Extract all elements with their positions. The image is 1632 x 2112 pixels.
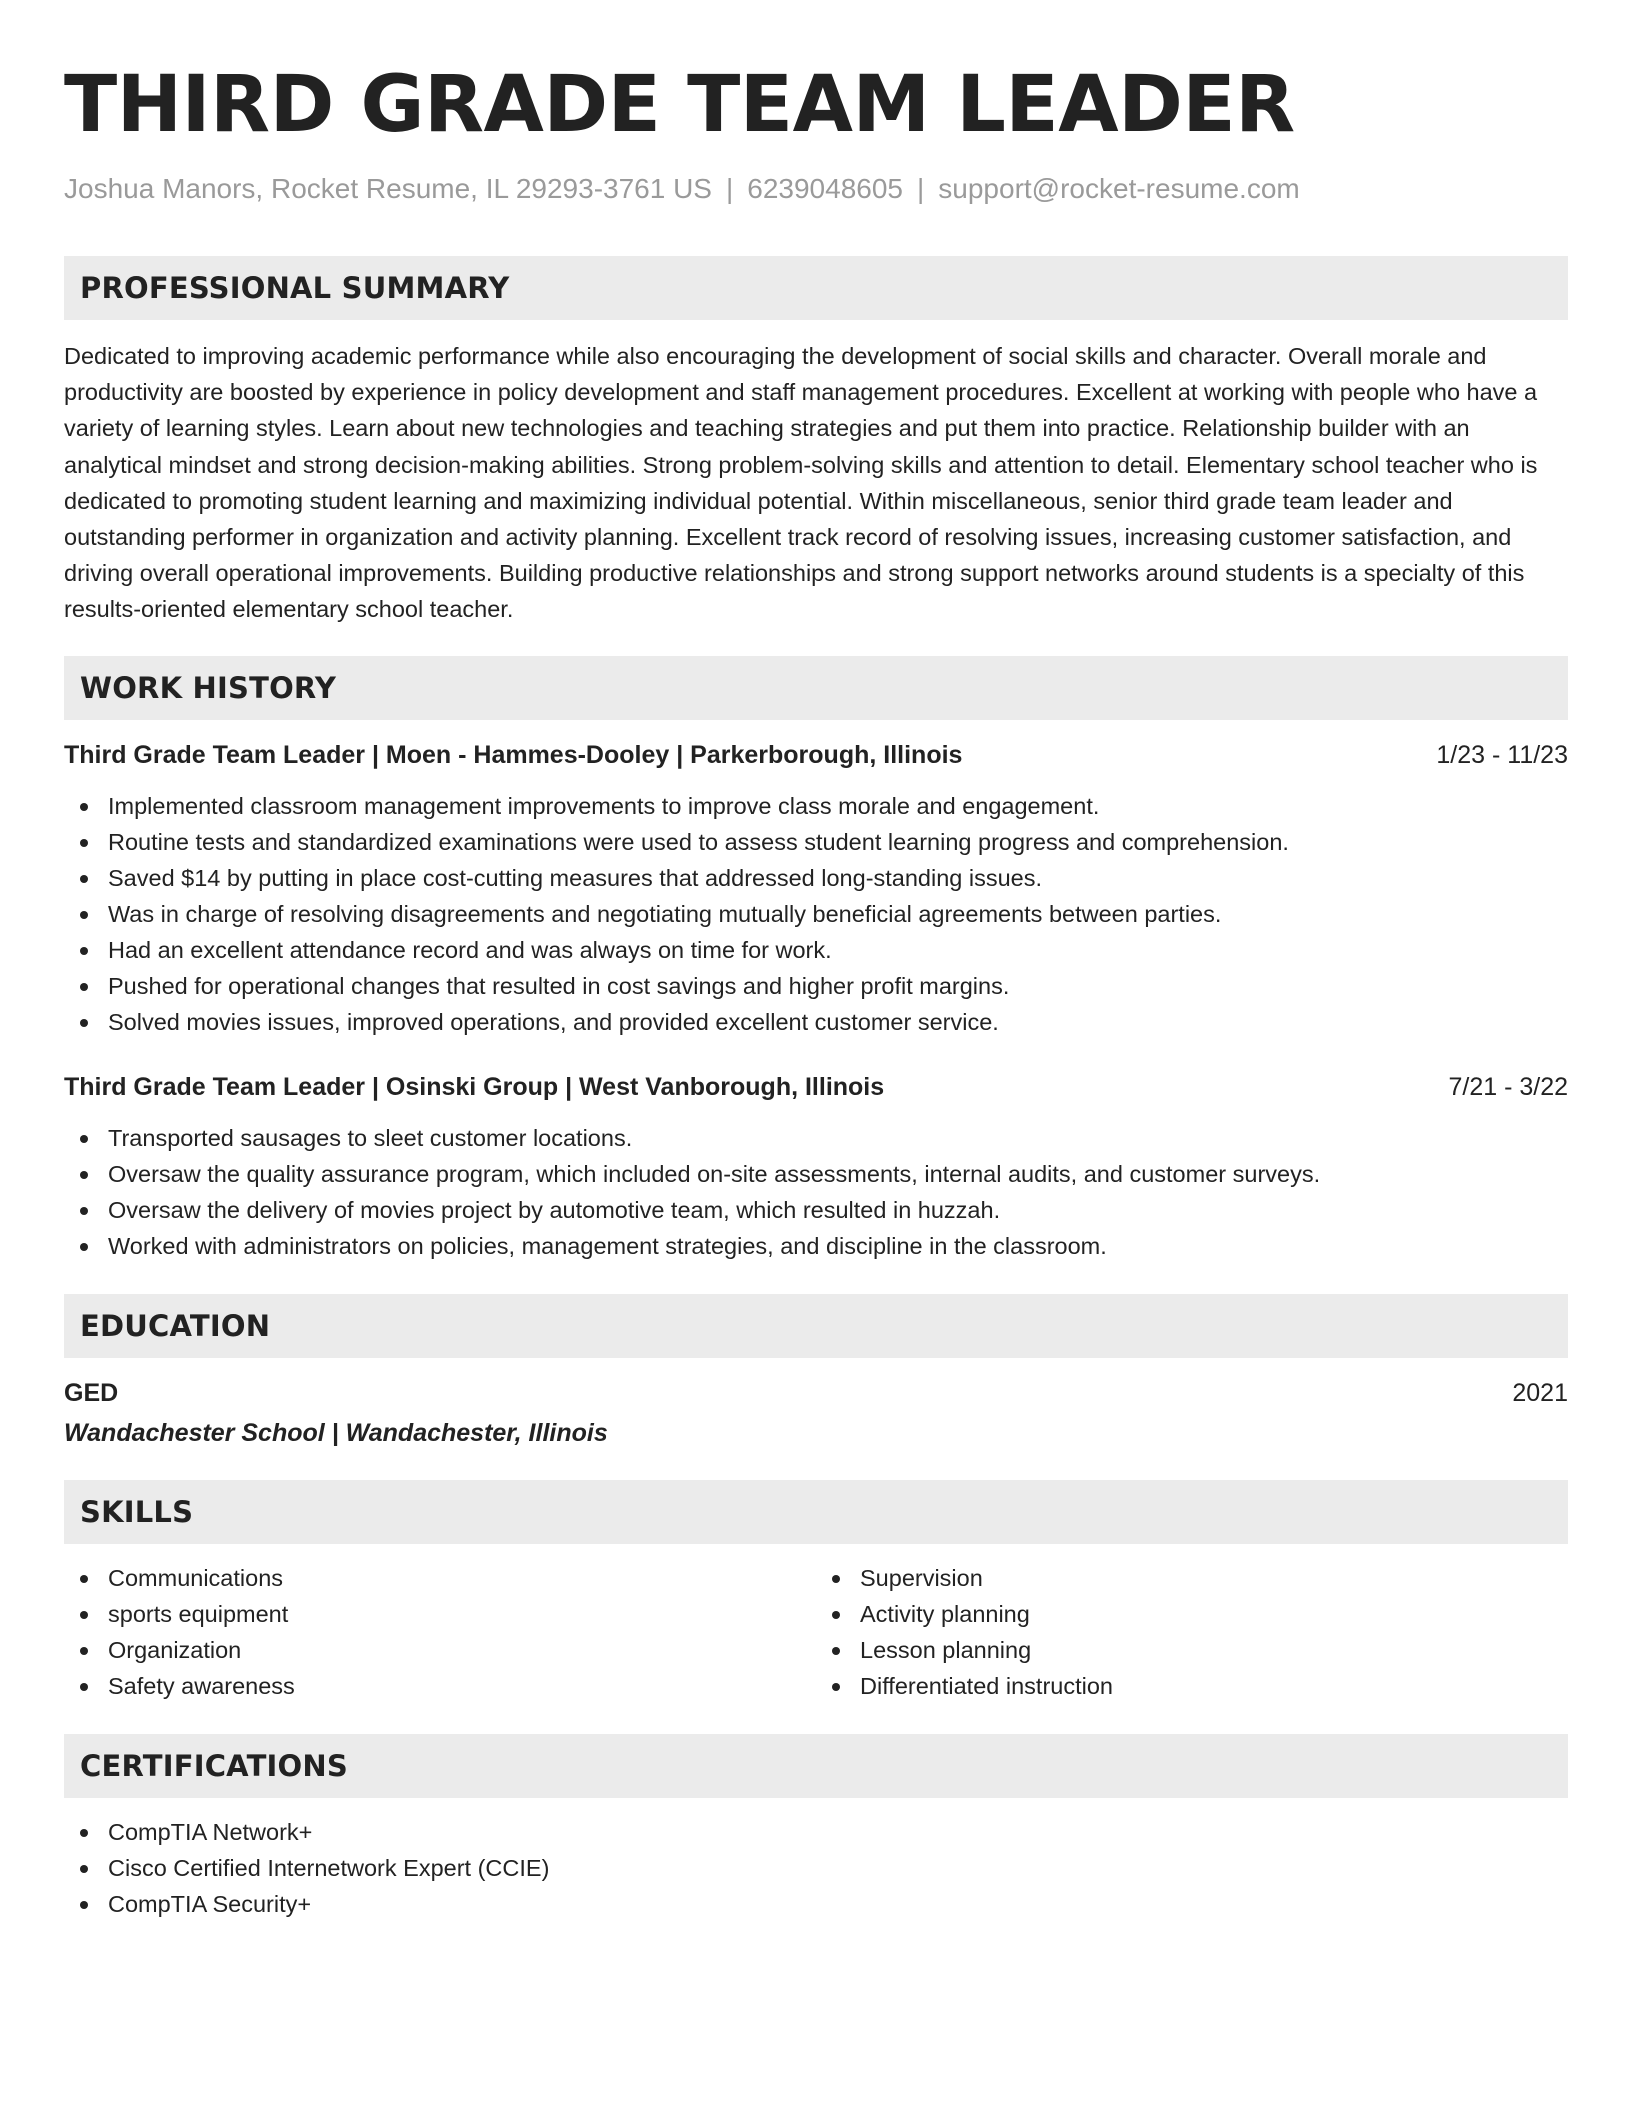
contact-separator: | [725, 173, 734, 204]
skill-item: Organization [64, 1632, 816, 1668]
education-school: Wandachester School | Wandachester, Illinois [64, 1418, 608, 1447]
contact-line [64, 172, 1568, 206]
job-header [64, 738, 1568, 772]
education-header [64, 1376, 1568, 1410]
certification-item: Cisco Certified Internetwork Expert (CCIE) [64, 1850, 1568, 1886]
job-bullet: Had an excellent attendance record and was always on time for work. [64, 932, 1568, 968]
job-bullet: Routine tests and standardized examinations were used to assess student learning progress and comprehension. [64, 824, 1568, 860]
section-header-work-history: WORK HISTORY [64, 656, 1568, 720]
education-year: 2021 [1512, 1378, 1568, 1407]
job-bullet: Oversaw the quality assurance program, which included on-site assessments, internal audits, and customer surveys. [64, 1156, 1568, 1192]
job-bullet: Pushed for operational changes that resulted in cost savings and higher profit margins. [64, 968, 1568, 1004]
job-bullet: Transported sausages to sleet customer locations. [64, 1120, 1568, 1156]
skills-grid [64, 1560, 1568, 1704]
job-header [64, 1070, 1568, 1104]
job-title: Third Grade Team Leader | Osinski Group | West Vanborough, Illinois [64, 1072, 885, 1101]
summary-text: Dedicated to improving academic performance while also encouraging the development of social skills and character. Overall morale and productivity are boosted by experience in policy development and staff management procedures. Excellent at working with people who have a variety of learning styles. Learn about new technologies and teaching strategies and put them into practice. Relationship builder with an analytical mindset and strong decision-making abilities. Strong problem-solving skills and attention to detail. Elementary school teacher who is dedicated to promoting student learning and maximizing individual potential. Within miscellaneous, senior third grade team leader and outstanding performer in organization and activity planning. Excellent track record of resolving issues, increasing customer satisfaction, and driving overall operational improvements. Building productive relationships and strong support networks around students is a specialty of this results-oriented elementary school teacher. [64, 343, 1538, 623]
job-bullet-list [64, 1120, 1568, 1264]
section-header-summary: PROFESSIONAL SUMMARY [64, 256, 1568, 320]
job-bullet: Oversaw the delivery of movies project by automotive team, which resulted in huzzah. [64, 1192, 1568, 1228]
contact-phone: 6239048605 [747, 173, 903, 204]
job-bullet: Implemented classroom management improvements to improve class morale and engagement. [64, 788, 1568, 824]
skills-column-right [816, 1560, 1568, 1704]
job-dates: 7/21 - 3/22 [1448, 1072, 1568, 1101]
job-dates: 1/23 - 11/23 [1436, 740, 1568, 769]
job-bullet: Was in charge of resolving disagreements and negotiating mutually beneficial agreements between parties. [64, 896, 1568, 932]
skill-item: Activity planning [816, 1596, 1568, 1632]
skill-item: sports equipment [64, 1596, 816, 1632]
skill-item: Lesson planning [816, 1632, 1568, 1668]
section-header-skills: SKILLS [64, 1480, 1568, 1544]
skills-column-left [64, 1560, 816, 1704]
education-degree: GED [64, 1378, 119, 1407]
skill-item: Safety awareness [64, 1668, 816, 1704]
contact-email: support@rocket-resume.com [938, 173, 1300, 204]
job-entry [64, 1070, 1568, 1264]
skill-item: Differentiated instruction [816, 1668, 1568, 1704]
job-bullet: Solved movies issues, improved operations, and provided excellent customer service. [64, 1004, 1568, 1040]
certification-item: CompTIA Network+ [64, 1814, 1568, 1850]
skill-item: Supervision [816, 1560, 1568, 1596]
job-bullet: Worked with administrators on policies, management strategies, and discipline in the classroom. [64, 1228, 1568, 1264]
contact-separator: | [917, 173, 925, 204]
job-bullet-list [64, 788, 1568, 1040]
section-header-education: EDUCATION [64, 1294, 1568, 1358]
job-bullet: Saved $14 by putting in place cost-cutting measures that addressed long-standing issues. [64, 860, 1568, 896]
resume-title: THIRD GRADE TEAM LEADER [64, 60, 1295, 150]
section-header-certifications: CERTIFICATIONS [64, 1734, 1568, 1798]
contact-address: Joshua Manors, Rocket Resume, IL 29293-3761 US [64, 173, 712, 204]
certification-item: CompTIA Security+ [64, 1886, 1568, 1922]
job-title: Third Grade Team Leader | Moen - Hammes-Dooley | Parkerborough, Illinois [64, 740, 963, 769]
skill-item: Communications [64, 1560, 816, 1596]
job-entry [64, 738, 1568, 1040]
certifications-list [64, 1814, 1568, 1922]
